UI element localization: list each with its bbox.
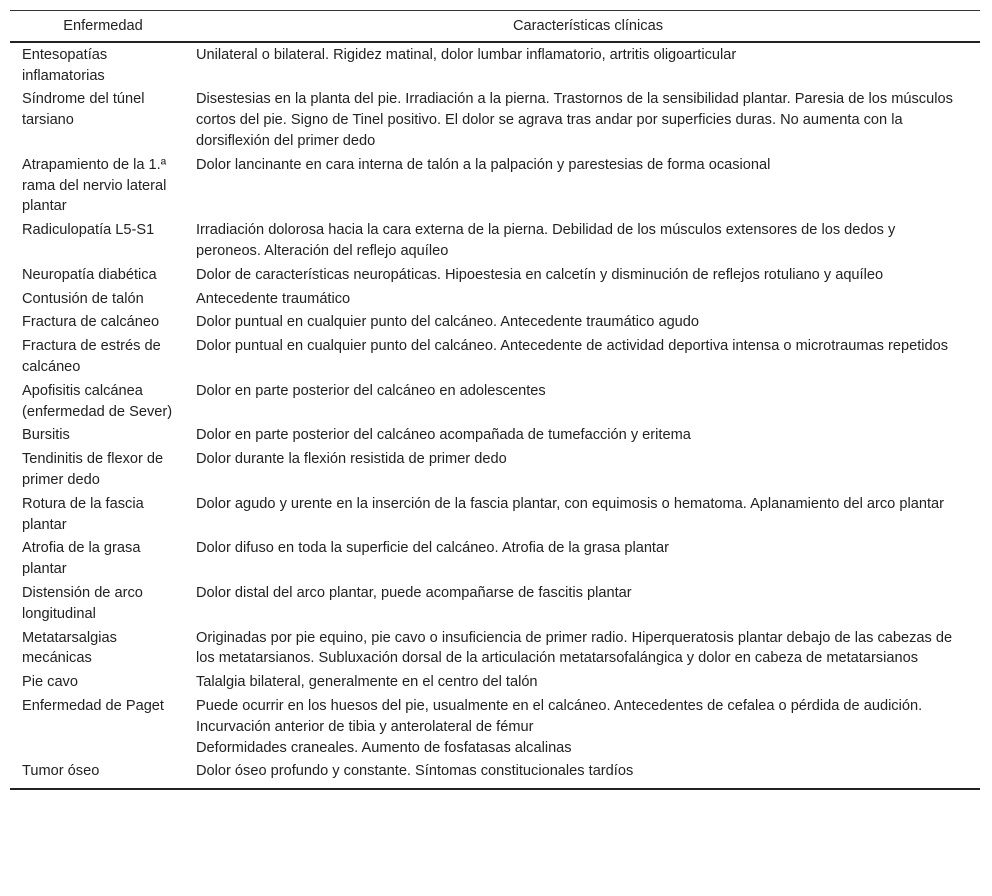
clinical-features-text: Dolor lancinante en cara interna de talón a la palpación y parestesias de forma ocasional	[196, 156, 771, 173]
clinical-features-text: Dolor durante la flexión resistida de primer dedo	[196, 451, 507, 468]
disease-cell: Síndrome del túnel tarsiano	[22, 91, 145, 129]
table-row	[10, 423, 980, 447]
clinical-features-cell	[196, 581, 980, 626]
disease-cell: Fractura de calcáneo	[22, 314, 160, 331]
table-row	[10, 379, 980, 424]
table-row	[10, 581, 980, 626]
clinical-features-cell	[196, 379, 980, 424]
table-row	[10, 42, 980, 88]
disease-cell: Rotura de la fascia plantar	[22, 495, 144, 533]
clinical-features-cell	[196, 626, 980, 671]
table-header-row	[10, 11, 980, 42]
clinical-features-cell	[196, 423, 980, 447]
clinical-features-text: Dolor en parte posterior del calcáneo en adolescentes	[196, 382, 546, 399]
clinical-features-cell	[196, 536, 980, 581]
table-row	[10, 310, 980, 334]
table-body	[10, 42, 980, 789]
disease-cell: Contusión de talón	[22, 290, 144, 307]
disease-cell: Metatarsalgias mecánicas	[22, 629, 117, 667]
header-clinical-features: Características clínicas	[196, 11, 980, 42]
table-row	[10, 626, 980, 671]
table-row	[10, 694, 980, 759]
table-row	[10, 492, 980, 537]
clinical-features-cell	[196, 263, 980, 287]
table-row	[10, 87, 980, 152]
clinical-features-text: Deformidades craneales. Aumento de fosfatasas alcalinas	[196, 739, 572, 756]
disease-cell: Distensión de arco longitudinal	[22, 584, 143, 622]
clinical-features-cell	[196, 87, 980, 152]
clinical-features-text: Antecedente traumático	[196, 290, 351, 307]
table-row	[10, 153, 980, 218]
clinical-features-cell	[196, 447, 980, 492]
clinical-features-cell	[196, 218, 980, 263]
clinical-features-text: Dolor difuso en toda la superficie del calcáneo. Atrofia de la grasa plantar	[196, 540, 669, 557]
disease-cell: Atrapamiento de la 1.ª rama del nervio lateral plantar	[22, 156, 167, 215]
table-row	[10, 670, 980, 694]
table-row	[10, 759, 980, 789]
clinical-features-text: Irradiación dolorosa hacia la cara externa de la pierna. Debilidad de los músculos extensores de los dedos y peroneos. Alteración del reflejo aquíleo	[196, 222, 896, 259]
clinical-features-cell	[196, 492, 980, 537]
clinical-features-cell	[196, 334, 980, 379]
clinical-features-text: Unilateral o bilateral. Rigidez matinal, dolor lumbar inflamatorio, artritis oligoarticular	[196, 46, 737, 63]
clinical-features-text: Dolor en parte posterior del calcáneo acompañada de tumefacción y eritema	[196, 427, 691, 444]
disease-cell: Tumor óseo	[10, 759, 196, 789]
clinical-features-text: Originadas por pie equino, pie cavo o insuficiencia de primer radio. Hiperqueratosis plantar debajo de las cabezas de los metatarsianos. Subluxación dorsal de la articulación metatarsofalángica y dolor en cabeza de metatarsianos	[196, 629, 953, 667]
header-disease: Enfermedad	[10, 11, 196, 42]
disease-cell: Atrofia de la grasa plantar	[22, 540, 141, 578]
clinical-features-cell	[196, 287, 980, 311]
clinical-features-text: Puede ocurrir en los huesos del pie, usualmente en el calcáneo. Antecedentes de cefalea o pérdida de audición. Incurvación anterior de tibia y anterolateral de fémur	[196, 697, 923, 735]
table-row	[10, 536, 980, 581]
table-row	[10, 447, 980, 492]
clinical-features-text: Dolor puntual en cualquier punto del calcáneo. Antecedente de actividad deportiva intensa o microtraumas repetidos	[196, 338, 949, 355]
disease-cell: Apofisitis calcánea (enfermedad de Sever)	[22, 382, 173, 420]
clinical-features-text: Dolor óseo profundo y constante. Síntomas constitucionales tardíos	[196, 763, 634, 780]
disease-cell: Bursitis	[22, 427, 70, 444]
clinical-features-text: Talalgia bilateral, generalmente en el centro del talón	[196, 674, 538, 691]
clinical-features-text: Dolor de características neuropáticas. Hipoestesia en calcetín y disminución de reflejos rotuliano y aquíleo	[196, 266, 884, 283]
clinical-features-cell	[196, 759, 980, 789]
clinical-features-cell	[196, 153, 980, 218]
disease-cell: Neuropatía diabética	[22, 266, 157, 283]
disease-cell: Pie cavo	[22, 674, 78, 691]
table-row	[10, 334, 980, 379]
table-row	[10, 218, 980, 263]
disease-cell: Fractura de estrés de calcáneo	[22, 338, 161, 375]
table-row	[10, 287, 980, 311]
differential-diagnosis-table	[10, 10, 980, 790]
clinical-features-cell	[196, 694, 980, 759]
clinical-features-text: Dolor distal del arco plantar, puede acompañarse de fascitis plantar	[196, 584, 632, 601]
clinical-features-cell	[196, 670, 980, 694]
table-row	[10, 263, 980, 287]
clinical-features-text: Disestesias en la planta del pie. Irradiación a la pierna. Trastornos de la sensibilidad plantar. Paresia de los músculos cortos del pie. Signo de Tinel positivo. El dolor se agrava tras andar por superficies duras. No aumenta con la dorsiflexión del primer dedo	[196, 91, 953, 149]
clinical-features-cell	[196, 42, 980, 88]
disease-cell: Tendinitis de flexor de primer dedo	[22, 451, 164, 488]
disease-cell: Enfermedad de Paget	[22, 697, 164, 714]
disease-cell: Radiculopatía L5-S1	[22, 222, 155, 239]
clinical-features-text: Dolor agudo y urente en la inserción de la fascia plantar, con equimosis o hematoma. Aplanamiento del arco plantar	[196, 495, 944, 512]
clinical-features-text: Dolor puntual en cualquier punto del calcáneo. Antecedente traumático agudo	[196, 314, 700, 331]
disease-cell: Entesopatías inflamatorias	[22, 46, 108, 84]
clinical-features-cell	[196, 310, 980, 334]
